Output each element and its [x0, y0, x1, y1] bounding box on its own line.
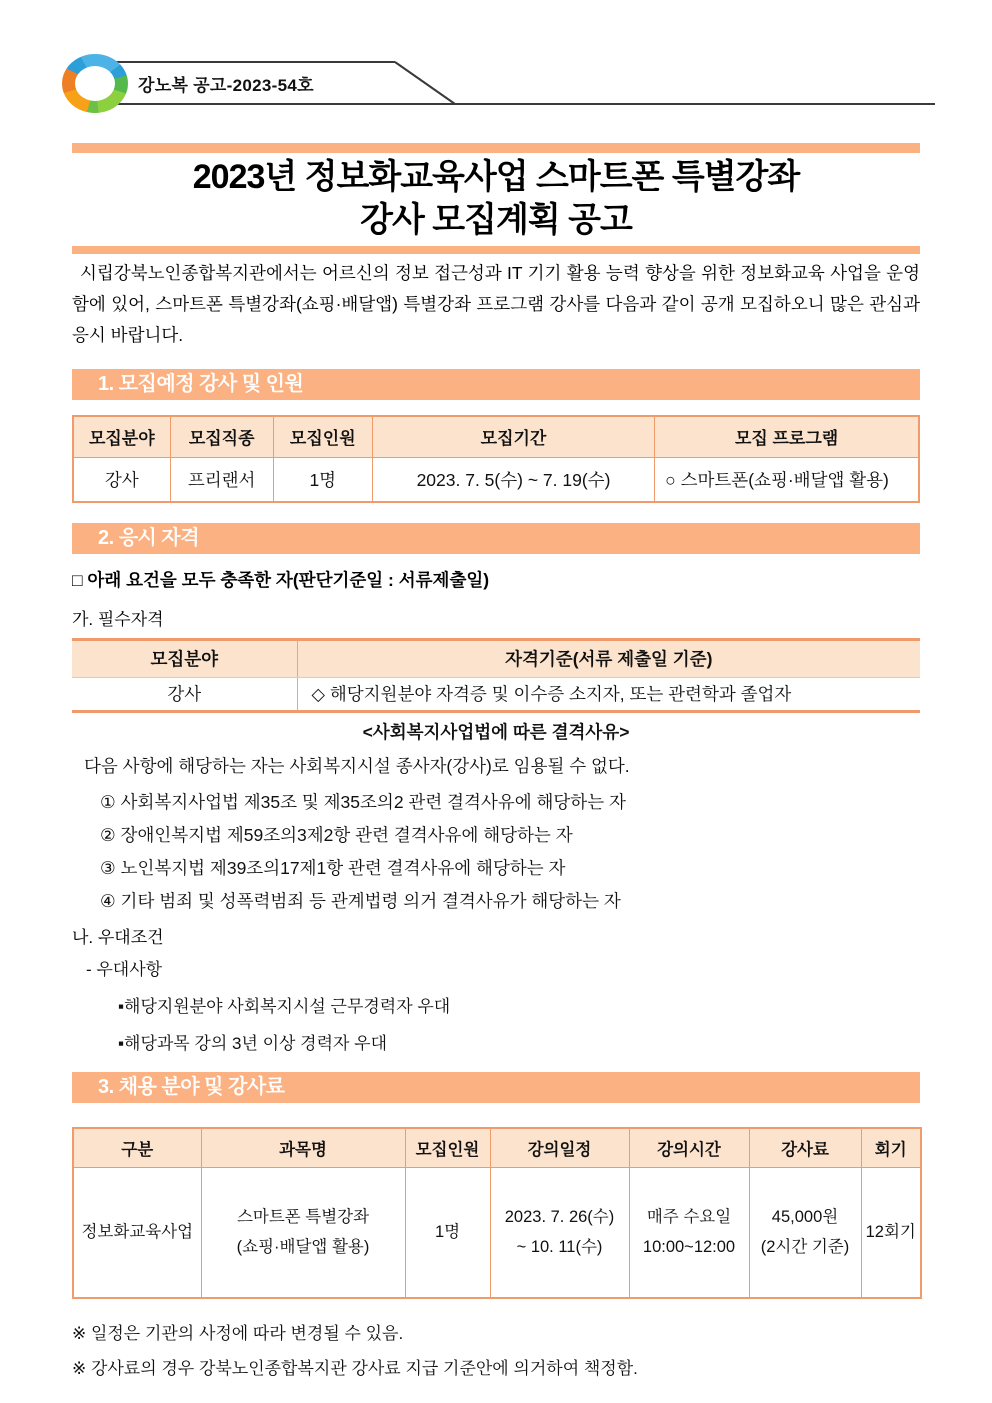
page-title-line1: 2023년 정보화교육사업 스마트폰 특별강좌 — [192, 158, 800, 196]
cell-schedule-line1: 2023. 7. 26(수) — [504, 1208, 615, 1227]
title-top-bar — [72, 143, 920, 153]
cell-job-type: 프리랜서 — [170, 458, 273, 502]
cell-field: 강사 — [72, 677, 297, 711]
disqualification-intro: 다음 사항에 해당하는 자는 사회복지시설 종사자(강사)로 임용될 수 없다. — [84, 755, 630, 776]
col-header: 강의일정 — [490, 1128, 629, 1168]
cell-schedule — [490, 1168, 629, 1298]
footnotes — [72, 1316, 920, 1386]
col-header: 모집인원 — [405, 1128, 490, 1168]
footnote: ※ 일정은 기관의 사정에 따라 변경될 수 있음. — [72, 1323, 404, 1343]
title-bottom-bar — [72, 246, 920, 254]
list-item: ③ 노인복지법 제39조의17제1항 관련 결격사유에 해당하는 자 — [100, 857, 566, 878]
cell-field: 강사 — [73, 458, 170, 502]
page-title — [72, 153, 920, 246]
requirement-line: □ 아래 요건을 모두 충족한 자(판단기준일 : 서류제출일) — [72, 569, 490, 590]
recruitment-table-header-row — [73, 416, 919, 458]
col-header: 모집분야 — [73, 416, 170, 458]
section3-heading: 3. 채용 분야 및 강사료 — [72, 1072, 920, 1103]
section1-heading: 1. 모집예정 강사 및 인원 — [72, 369, 920, 400]
cell-headcount: 1명 — [273, 458, 372, 502]
table-row — [73, 1168, 921, 1298]
cell-sessions: 12회기 — [861, 1168, 921, 1298]
list-item: ② 장애인복지법 제59조의3제2항 관련 결격사유에 해당하는 자 — [100, 824, 573, 845]
col-header: 회기 — [861, 1128, 921, 1168]
cell-fee-line1: 45,000원 — [771, 1208, 839, 1227]
cell-time-line1: 매주 수요일 — [646, 1208, 732, 1227]
table-row — [73, 458, 919, 502]
qualification-table — [72, 638, 920, 713]
list-item: ▪해당과목 강의 3년 이상 경력자 우대 — [118, 1033, 388, 1053]
col-header: 모집인원 — [273, 416, 372, 458]
cell-subject-line1: 스마트폰 특별강좌 — [236, 1208, 370, 1227]
cell-subject — [201, 1168, 405, 1298]
cell-fee — [749, 1168, 861, 1298]
swirl-ring-icon — [62, 54, 128, 113]
col-header: 모집직종 — [170, 416, 273, 458]
col-header: 모집분야 — [72, 639, 297, 677]
recruitment-table — [72, 415, 920, 503]
footnote: ※ 강사료의 경우 강북노인종합복지관 강사료 지급 기준안에 의거하여 책정함. — [72, 1358, 638, 1378]
list-item: ① 사회복지사업법 제35조 및 제35조의2 관련 결격사유에 해당하는 자 — [100, 791, 626, 812]
organization-logo-icon — [62, 54, 128, 113]
section2-heading: 2. 응시 자격 — [72, 523, 920, 554]
cell-time — [629, 1168, 749, 1298]
col-header: 강사료 — [749, 1128, 861, 1168]
cell-headcount: 1명 — [405, 1168, 490, 1298]
cell-program: ○ 스마트폰(쇼핑·배달앱 활용) — [655, 458, 919, 502]
page-title-line2: 강사 모집계획 공고 — [360, 201, 632, 239]
cell-schedule-line2: ~ 10. 11(수) — [516, 1238, 603, 1257]
col-header: 모집 프로그램 — [655, 416, 919, 458]
hiring-fee-table-header-row — [73, 1128, 921, 1168]
cell-time-line2: 10:00~12:00 — [642, 1238, 736, 1257]
disqualification-list — [72, 786, 920, 918]
list-item: ④ 기타 범죄 및 성폭력범죄 등 관계법령 의거 결격사유가 해당하는 자 — [100, 890, 621, 911]
cell-category: 정보화교육사업 — [73, 1168, 201, 1298]
list-item: ▪해당지원분야 사회복지시설 근무경력자 우대 — [118, 996, 451, 1016]
col-header: 과목명 — [201, 1128, 405, 1168]
preference-label: - 우대사항 — [86, 959, 163, 979]
cell-criteria: ◇ 해당지원분야 자격증 및 이수증 소지자, 또는 관련학과 졸업자 — [311, 684, 792, 704]
col-header: 자격기준(서류 제출일 기준) — [297, 639, 920, 677]
disqualification-title: <사회복지사업법에 따른 결격사유> — [362, 721, 630, 742]
document-body — [0, 143, 992, 1386]
cell-fee-line2: (2시간 기준) — [760, 1238, 850, 1257]
cell-period: 2023. 7. 5(수) ~ 7. 19(수) — [372, 458, 654, 502]
col-header: 강의시간 — [629, 1128, 749, 1168]
sub-section-a-label: 가. 필수자격 — [72, 609, 164, 629]
col-header: 모집기간 — [372, 416, 654, 458]
table-row — [72, 677, 920, 711]
title-block — [72, 143, 920, 254]
document-header — [0, 0, 992, 125]
document-number: 강노복 공고-2023-54호 — [138, 76, 314, 95]
hiring-fee-table — [72, 1127, 922, 1299]
cell-subject-line2: (쇼핑·배달앱 활용) — [236, 1238, 370, 1257]
qualification-table-header-row — [72, 639, 920, 677]
col-header: 구분 — [73, 1128, 201, 1168]
intro-paragraph: 시립강북노인종합복지관에서는 어르신의 정보 접근성과 IT 기기 활용 능력 향상을 위한 정보화교육 사업을 운영함에 있어, 스마트폰 특별강좌(쇼핑·배달앱) 특별강좌 프로그램 강사를 다음과 같이 공개 모집하오니 많은 관심과 응시 바랍니다. — [72, 263, 920, 345]
sub-section-b-label: 나. 우대조건 — [72, 927, 164, 947]
